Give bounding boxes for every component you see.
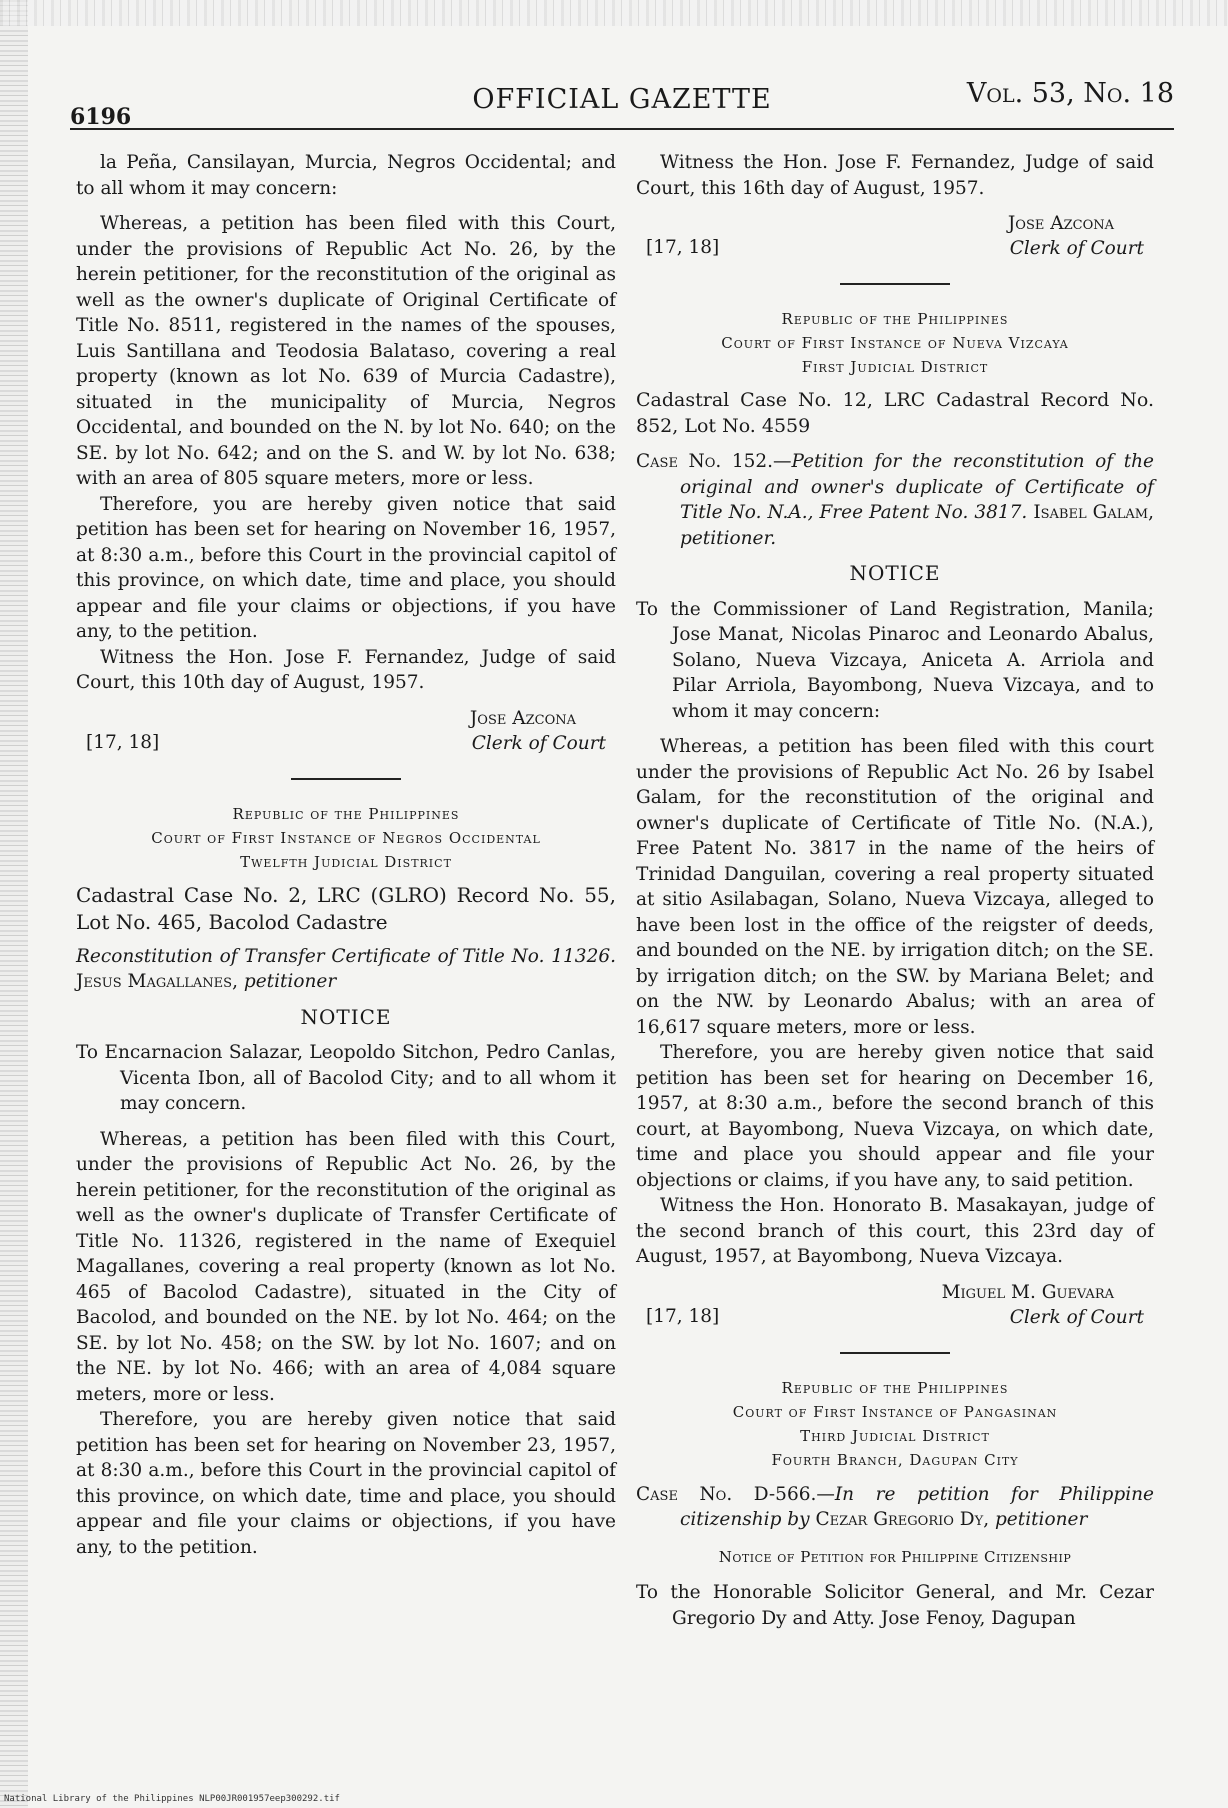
petitioner-name: Jesus Magallanes,	[76, 971, 238, 992]
court-line-1: Republic of the Philippines	[781, 310, 1009, 328]
signer-title: Clerk of Court	[471, 732, 606, 754]
petitioner-name: Cezar Gregorio Dy,	[815, 1509, 990, 1530]
signature-block	[636, 1280, 1154, 1332]
court-heading	[636, 1376, 1154, 1472]
signature-block	[636, 211, 1154, 263]
section-divider	[840, 283, 950, 285]
whereas-paragraph: Whereas, a petition has been filed with this court under the provisions of Republic Act No. 26 by Isabel Galam, for the reconstitution of the original and owner's duplicate of Certificate of Title No. (N.A.), Free Patent No. 3817 in the name of the heirs of Trinidad Danguilan, covering a real property situated at sitio Asilabagan, Solano, Nueva Vizcaya, alleged to have been lost in the office of the reigster of deeds, and bounded on the NE. by irrigation ditch; on the SE. by irrigation ditch; on the SW. by Mariana Belet; and on the NW. by Leonardo Abalus; with an area of 16,617 square meters, more or less.	[636, 736, 1154, 1038]
signer-name: Jose Azcona	[469, 707, 576, 729]
issue-reference: [17, 18]	[646, 237, 720, 258]
case-subject: Reconstitution of Transfer Certificate of Title No. 11326.	[76, 945, 616, 967]
scan-top-noise	[0, 0, 1228, 26]
page-number: 6196	[70, 104, 132, 130]
signer-title: Clerk of Court	[1009, 1306, 1144, 1328]
court-line-2: Court of First Instance of Pangasinan	[732, 1402, 1058, 1421]
notice-heading: NOTICE	[849, 561, 941, 585]
therefore-paragraph: Therefore, you are hereby given notice that said petition has been set for hearing on November 23, 1957, at 8:30 a.m., before this Court in the provincial capitol of this province, on which date, time and place, you should appear and file your claims or objections, if you have any, to the petition.	[76, 1409, 616, 1558]
volume-number: Vol. 53, No. 18	[966, 78, 1174, 109]
notice-heading: NOTICE	[300, 1004, 392, 1029]
case-caption	[636, 449, 1154, 551]
signer-name: Jose Azcona	[1007, 213, 1114, 234]
court-line-3: First Judicial District	[801, 358, 989, 376]
court-line-1: Republic of the Philippines	[232, 804, 460, 823]
case-subject: Petition for the reconstitution of the original and owner's duplicate of Certificate of Title No. N.A., Free Patent No. 3817.	[680, 451, 1154, 523]
petitioner-name: Isabel Galam,	[1033, 502, 1154, 523]
section-divider	[840, 1352, 950, 1354]
addressees: To the Honorable Solicitor General, and Mr. Cezar Gregorio Dy and Atty. Jose Fenoy, Dagupan	[636, 1582, 1154, 1629]
court-heading	[636, 307, 1154, 379]
signature-block	[76, 706, 616, 758]
publication-title: OFFICIAL GAZETTE	[472, 84, 772, 115]
court-line-3: Twelfth Judicial District	[240, 852, 452, 871]
notice-heading: Notice of Petition for Philippine Citizenship	[718, 1547, 1072, 1566]
witness-paragraph: Witness the Hon. Jose F. Fernandez, Judge of said Court, this 10th day of August, 1957.	[76, 646, 616, 693]
signer-title: Clerk of Court	[1009, 238, 1144, 259]
scan-footer: National Library of the Philippines NLP00JR001957eep300292.tif	[4, 1794, 340, 1804]
section-divider	[291, 778, 401, 780]
case-caption	[636, 1482, 1154, 1533]
addressees: To the Commissioner of Land Registration, Manila; Jose Manat, Nicolas Pinaroc and Leonardo Abalus, Solano, Nueva Vizcaya, Aniceta A. Arriola and Pilar Arriola, Bayombong, Nueva Vizcaya, and to whom it may concern:	[636, 598, 1154, 722]
whereas-paragraph: Whereas, a petition has been filed with this Court, under the provisions of Republic Act No. 26, by the herein petitioner, for the reconstitution of the original as well as the owner's duplicate of Original Certificate of Title No. 8511, registered in the names of the spouses, Luis Santillana and Teodosia Balataso, covering a real property (known as lot No. 639 of Murcia Cadastre), situated in the municipality of Murcia, Negros Occidental, and bounded on the N. by lot No. 640; on the SE. by lot No. 642; and on the S. and W. by lot No. 638; with an area of 805 square meters, more or less.	[76, 213, 616, 489]
case-subject: In re petition for Philippine citizenship by	[680, 1483, 1154, 1530]
issue-reference: [17, 18]	[646, 1305, 720, 1327]
case-title: Cadastral Case No. 2, LRC (GLRO) Record No. 55, Lot No. 465, Bacolod Cadastre	[76, 882, 616, 934]
court-line-2: Court of First Instance of Negros Occidental	[151, 828, 541, 847]
issue-reference: [17, 18]	[86, 731, 160, 753]
left-column	[76, 150, 616, 1560]
case-title: Cadastral Case No. 12, LRC Cadastral Record No. 852, Lot No. 4559	[636, 389, 1154, 437]
therefore-paragraph: Therefore, you are hereby given notice that said petition has been set for hearing on November 16, 1957, at 8:30 a.m., before this Court in the provincial capitol of this province, on which date, time and place, you should appear and file your claims or objections, if you have any, to the petition.	[76, 493, 616, 642]
court-line-3: Third Judicial District	[800, 1426, 990, 1445]
court-line-1: Republic of the Philippines	[781, 1378, 1009, 1397]
page-header	[70, 78, 1174, 130]
right-column	[636, 150, 1154, 1631]
case-caption	[76, 944, 616, 995]
scan-edge-noise	[0, 0, 28, 1808]
witness-paragraph: Witness the Hon. Honorato B. Masakayan, judge of the second branch of this court, this 23rd day of August, 1957, at Bayombong, Nueva Vizcaya.	[636, 1195, 1154, 1267]
court-heading	[76, 802, 616, 874]
notice-intro: la Peña, Cansilayan, Murcia, Negros Occidental; and to all whom it may concern:	[76, 152, 616, 199]
whereas-paragraph: Whereas, a petition has been filed with this Court, under the provisions of Republic Act No. 26, by the herein petitioner, for the reconstitution of the original as well as the owner's duplicate of Transfer Certificate of Title No. 11326, registered in the name of Exequiel Magallanes, covering a real property (known as lot No. 465 of Bacolod Cadastre), situated in the City of Bacolod, and bounded on the NE. by lot No. 464; on the SE. by lot No. 458; on the SW. by lot No. 1607; and on the NE. by lot No. 466; with an area of 4,084 square meters, more or less.	[76, 1128, 616, 1405]
signer-name: Miguel M. Guevara	[941, 1281, 1114, 1303]
addressees: To Encarnacion Salazar, Leopoldo Sitchon, Pedro Canlas, Vicenta Ibon, all of Bacolod City; and to all whom it may concern.	[76, 1042, 616, 1114]
petitioner-role: petitioner	[994, 1509, 1088, 1530]
therefore-paragraph: Therefore, you are hereby given notice that said petition has been set for hearing on December 16, 1957, at 8:30 a.m., before the second branch of this court, at Bayombong, Nueva Vizcaya, on which date, time and place you should appear and file your objections or claims, if you have any, to said petition.	[636, 1042, 1154, 1191]
court-line-4: Fourth Branch, Dagupan City	[771, 1450, 1019, 1469]
witness-paragraph: Witness the Hon. Jose F. Fernandez, Judge of said Court, this 16th day of August, 1957.	[636, 152, 1154, 199]
petitioner-role: petitioner.	[680, 527, 777, 549]
petitioner-role: petitioner	[243, 971, 337, 992]
case-number: Case No. D-566.—	[636, 1483, 835, 1505]
court-line-2: Court of First Instance of Nueva Vizcaya	[721, 334, 1069, 352]
case-number: Case No. 152.—	[636, 451, 792, 472]
